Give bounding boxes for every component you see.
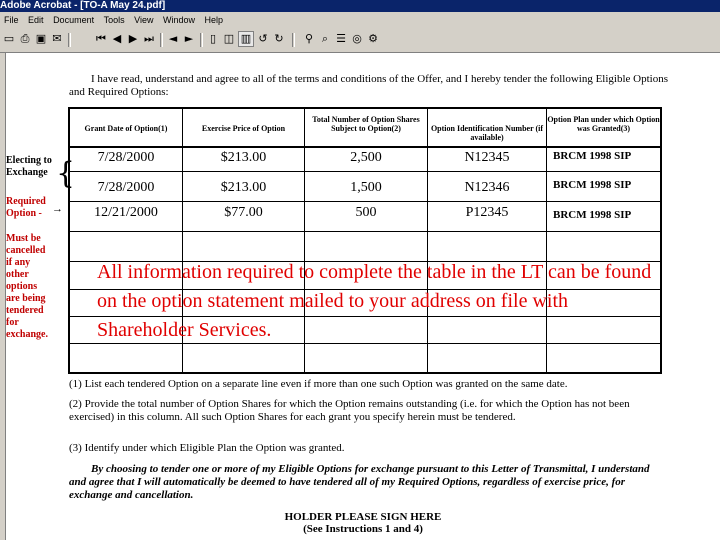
row3-option-id: P12345 [465,205,509,220]
menu-document[interactable]: Document [53,15,95,25]
table-border-bottom [68,372,661,374]
header-total-shares: Total Number of Option Shares Subject to Option(2) [312,115,420,133]
sign-here-instructions: (See Instructions 1 and 4) [303,523,423,535]
menu-window[interactable]: Window [163,15,196,25]
footnote-1: (1) List each tendered Option on a separate line even if more than one such Option was granted on the same date. [69,378,568,390]
row1-option-id: N12345 [464,150,510,165]
fit-width-icon[interactable]: ▥ [238,31,254,47]
next-page-icon[interactable]: ▶ [128,32,138,45]
search-results-icon[interactable]: ☰ [336,32,346,45]
open-icon[interactable]: ▭ [3,32,15,45]
row3-total-shares: 500 [355,205,377,220]
last-page-icon[interactable]: ⏭ [144,32,154,45]
required-option-label: Required Option - [6,196,46,219]
preferences-icon[interactable]: ⚙ [368,32,378,45]
table-header-rule [68,146,661,148]
rotate-right-icon[interactable]: ↻ [274,32,284,45]
menu-edit[interactable]: Edit [28,15,44,25]
footnote-2: (2) Provide the total number of Option Shares for which the Option remains outstanding (i.e. for which the Option has not been exercised) in this column. All such Option Shares for each grant you specify herein must be tendered. [69,398,630,423]
row2-option-plan: BRCM 1998 SIP [553,179,632,191]
row1-exercise-price: $213.00 [220,150,267,165]
row1-grant-date: 7/28/2000 [97,150,155,165]
sign-here-title: HOLDER PLEASE SIGN HERE [284,511,442,523]
toolbar [0,28,720,53]
table-border-left [68,107,70,374]
footnote-3: (3) Identify under which Eligible Plan the Option was granted. [69,442,345,454]
save-icon[interactable]: ▣ [35,32,47,45]
find-icon[interactable]: ⚲ [304,32,314,45]
search-icon[interactable]: ⌕ [321,32,329,45]
print-icon[interactable]: ⎙ [20,32,30,45]
window-title-bar [0,0,720,12]
table-row-rule [68,231,661,232]
first-page-icon[interactable]: ⏮ [96,32,106,45]
web-capture-icon[interactable]: ◎ [352,32,362,45]
arrow-icon: → [52,203,63,215]
rotate-left-icon[interactable]: ↺ [258,32,268,45]
toolbar-separator [68,33,71,47]
toolbar-separator [160,33,163,47]
prev-page-icon[interactable]: ◀ [112,32,122,45]
go-back-icon[interactable]: ◄ [168,32,178,45]
table-row-rule [68,201,661,202]
row1-option-plan: BRCM 1998 SIP [553,150,632,162]
header-option-plan: Option Plan under which Option was Granted(3) [547,115,660,133]
go-forward-icon[interactable]: ► [184,32,194,45]
must-be-cancelled-note: Must be cancelled if any other options are being tendered for exchange. [6,233,48,340]
row3-option-plan: BRCM 1998 SIP [553,209,632,221]
closing-statement: By choosing to tender one or more of my Eligible Options for exchange pursuant to this Letter of Transmittal, I understand and agree that I will automatically be deemed to have tendered all of my Required Options, regardless of exercise price, for exchange and cancellation. [69,463,650,501]
row2-exercise-price: $213.00 [220,180,267,195]
fit-page-icon[interactable]: ◫ [223,32,235,45]
row2-total-shares: 1,500 [350,180,382,195]
menu-file[interactable]: File [4,15,19,25]
row3-grant-date: 12/21/2000 [94,205,158,220]
menu-bar [0,12,720,28]
header-grant-date: Grant Date of Option(1) [84,124,168,133]
document-page [6,53,720,540]
electing-to-exchange-label: Electing to Exchange [6,155,52,178]
instruction-overlay: All information required to complete the table in the LT can be found on the option statement mailed to your address on file with Shareholder Services. [97,261,652,341]
row3-exercise-price: $77.00 [224,205,263,220]
row2-grant-date: 7/28/2000 [97,180,155,195]
email-icon[interactable]: ✉ [52,32,62,45]
intro-paragraph: I have read, understand and agree to all of the terms and conditions of the Offer, and I hereby tender the following Eligible Options and Required Options: [69,73,668,98]
row1-total-shares: 2,500 [350,150,382,165]
menu-help[interactable]: Help [204,15,224,25]
header-exercise-price: Exercise Price of Option [201,124,286,133]
menu-view[interactable]: View [134,15,154,25]
table-row-rule [68,171,661,172]
brace-icon: { [56,156,76,191]
window-title: Adobe Acrobat - [TO-A May 24.pdf] [0,0,166,11]
header-option-id: Option Identification Number (if available) [430,124,544,142]
toolbar-separator [292,33,295,47]
table-border-right [660,107,662,374]
row2-option-id: N12346 [464,180,510,195]
toolbar-separator [200,33,203,47]
menu-tools[interactable]: Tools [103,15,125,25]
actual-size-icon[interactable]: ▯ [209,32,217,45]
table-border-top [68,107,661,109]
